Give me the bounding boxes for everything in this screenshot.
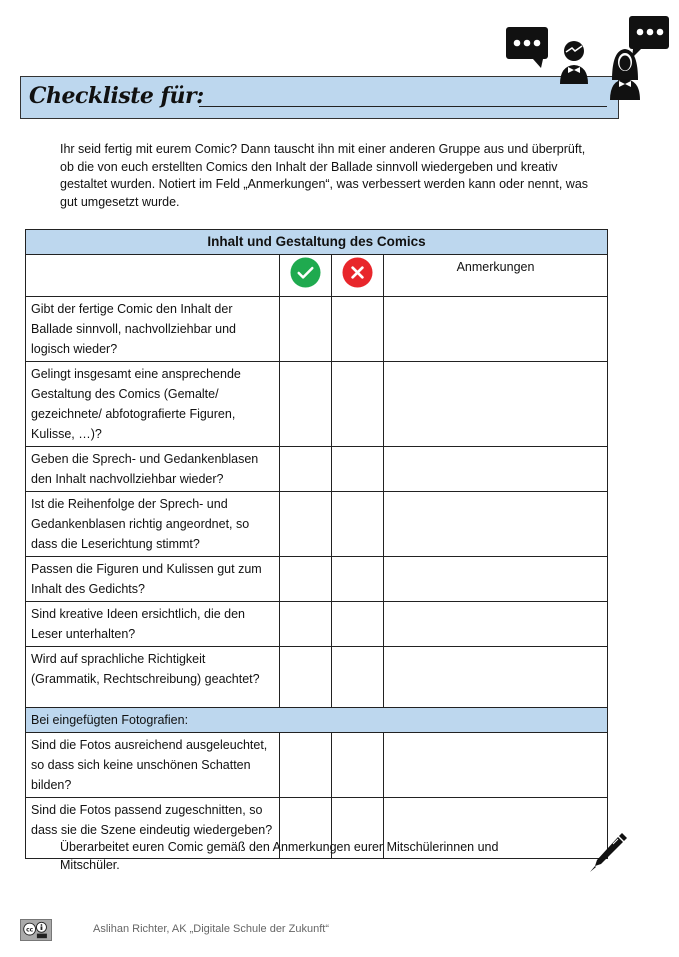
notes-cell[interactable] [384,447,608,492]
question-text: Sind die Fotos passend zugeschnitten, so dass sie die Szene eindeutig wiedergeben? [26,798,280,859]
question-text: Wird auf sprachliche Richtigkeit (Grammatik, Rechtschreibung) geachtet? [26,647,280,708]
blank-header-cell [26,255,280,297]
no-column-header [332,255,384,297]
yes-cell[interactable] [280,647,332,708]
yes-cell[interactable] [280,602,332,647]
question-text: Geben die Sprech- und Gedankenblasen den Inhalt nachvollziehbar wieder? [26,447,280,492]
table-row [26,297,608,362]
cc-by-icon [20,919,52,941]
table-row [26,733,608,798]
discussion-people-icon [505,14,675,104]
no-cell[interactable] [332,647,384,708]
question-text: Gelingt insgesamt eine ansprechende Gestaltung des Comics (Gemalte/ gezeichnete/ abfotografierte Figuren, Kulisse, …)? [26,362,280,447]
page-title: Checkliste für: [29,83,204,109]
notes-cell[interactable] [384,733,608,798]
x-circle-icon [342,257,373,288]
table-title: Inhalt und Gestaltung des Comics [26,230,608,255]
yes-cell[interactable] [280,447,332,492]
no-cell[interactable] [332,733,384,798]
notes-cell[interactable] [384,362,608,447]
notes-column-header: Anmerkungen [384,255,608,297]
question-text: Passen die Figuren und Kulissen gut zum Inhalt des Gedichts? [26,557,280,602]
question-text: Sind die Fotos ausreichend ausgeleuchtet, so dass sich keine unschönen Schatten bilden? [26,733,280,798]
svg-text:cc: cc [26,927,34,934]
question-text: Sind kreative Ideen ersichtlich, die den Leser unterhalten? [26,602,280,647]
no-cell[interactable] [332,297,384,362]
outro-text: Überarbeitet euren Comic gemäß den Anmerkungen eurer Mitschülerinnen und Mitschüler. [60,840,499,872]
notes-cell[interactable] [384,557,608,602]
yes-cell[interactable] [280,557,332,602]
yes-cell[interactable] [280,733,332,798]
yes-cell[interactable] [280,297,332,362]
table-row [26,447,608,492]
no-cell[interactable] [332,557,384,602]
table-row [26,557,608,602]
yes-cell[interactable] [280,492,332,557]
notes-cell[interactable] [384,602,608,647]
table-row [26,602,608,647]
footer-credit: Aslihan Richter, AK „Digitale Schule der Zukunft“ [93,923,330,935]
checklist-table [25,229,608,859]
notes-cell[interactable] [384,297,608,362]
no-cell[interactable] [332,362,384,447]
check-circle-icon [290,257,321,288]
question-text: Ist die Reihenfolge der Sprech- und Gedankenblasen richtig angeordnet, so dass die Leserichtung stimmt? [26,492,280,557]
notes-cell[interactable] [384,492,608,557]
pen-icon [586,830,630,874]
no-cell[interactable] [332,602,384,647]
yes-cell[interactable] [280,362,332,447]
table-row [26,492,608,557]
name-blank-line[interactable] [199,106,607,107]
question-text: Gibt der fertige Comic den Inhalt der Ballade sinnvoll, nachvollziehbar und logisch wieder? [26,297,280,362]
intro-text: Ihr seid fertig mit eurem Comic? Dann tauscht ihn mit einer anderen Gruppe aus und überprüft, ob die von euch erstellten Comics den Inhalt der Ballade sinnvoll wiedergeben und kreativ gestaltet wurden. Notiert im Feld „Anmerkungen“, was verbessert werden kann oder nennt, was gut umgesetzt wurde. [60,142,589,210]
yes-column-header [280,255,332,297]
notes-cell[interactable] [384,647,608,708]
no-cell[interactable] [332,447,384,492]
no-cell[interactable] [332,492,384,557]
photo-subsection-header: Bei eingefügten Fotografien: [26,708,608,733]
table-row [26,647,608,708]
table-row [26,362,608,447]
